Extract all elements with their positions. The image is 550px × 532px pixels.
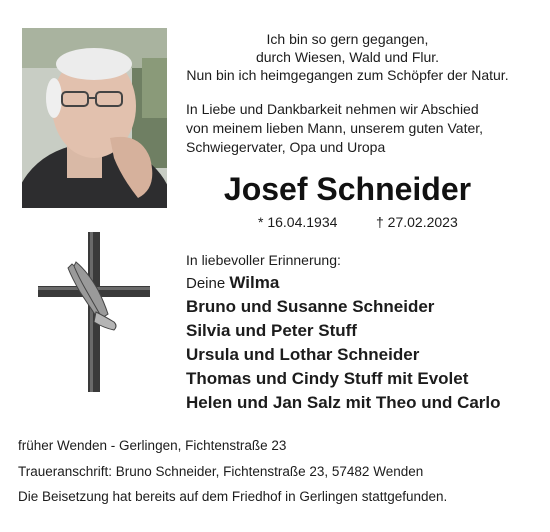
family-row: Helen und Jan Salz mit Theo und Carlo	[186, 393, 501, 412]
wife-prefix: Deine	[186, 275, 230, 292]
farewell-text	[186, 100, 526, 157]
farewell-line: Schwiegervater, Opa und Uropa	[186, 139, 386, 155]
poem-line: durch Wiesen, Wald und Flur.	[255, 49, 440, 65]
cross-with-praying-hands-icon	[38, 232, 150, 392]
family-row: Silvia und Peter Stuff	[186, 321, 357, 340]
family-row: Thomas und Cindy Stuff mit Evolet	[186, 369, 469, 388]
farewell-line: von meinem lieben Mann, unserem guten Vater,	[186, 120, 484, 136]
portrait-photo	[22, 28, 167, 208]
wife-name: Wilma	[229, 273, 280, 292]
family-row: Ursula und Lothar Schneider	[186, 345, 420, 364]
former-address: früher Wenden - Gerlingen, Fichtenstraße 23	[18, 438, 287, 453]
memory-label: In liebevoller Erinnerung:	[186, 252, 341, 268]
poem-line: Ich bin so gern gegangen,	[266, 31, 429, 47]
family-list	[186, 273, 536, 417]
funeral-note: Die Beisetzung hat bereits auf dem Friedhof in Gerlingen stattgefunden.	[18, 489, 448, 504]
poem	[180, 30, 515, 84]
poem-line: Nun bin ich heimgegangen zum Schöpfer der Natur.	[186, 67, 509, 83]
deceased-name: Josef Schneider	[223, 171, 472, 207]
mourning-address: Traueranschrift: Bruno Schneider, Fichtenstraße 23, 57482 Wenden	[18, 464, 424, 479]
family-row: Bruno und Susanne Schneider	[186, 297, 435, 316]
birth-date: * 16.04.1934	[258, 214, 338, 230]
farewell-line: In Liebe und Dankbarkeit nehmen wir Abschied	[186, 101, 479, 117]
death-date: † 27.02.2023	[376, 214, 458, 230]
family-row-wife	[186, 273, 536, 297]
